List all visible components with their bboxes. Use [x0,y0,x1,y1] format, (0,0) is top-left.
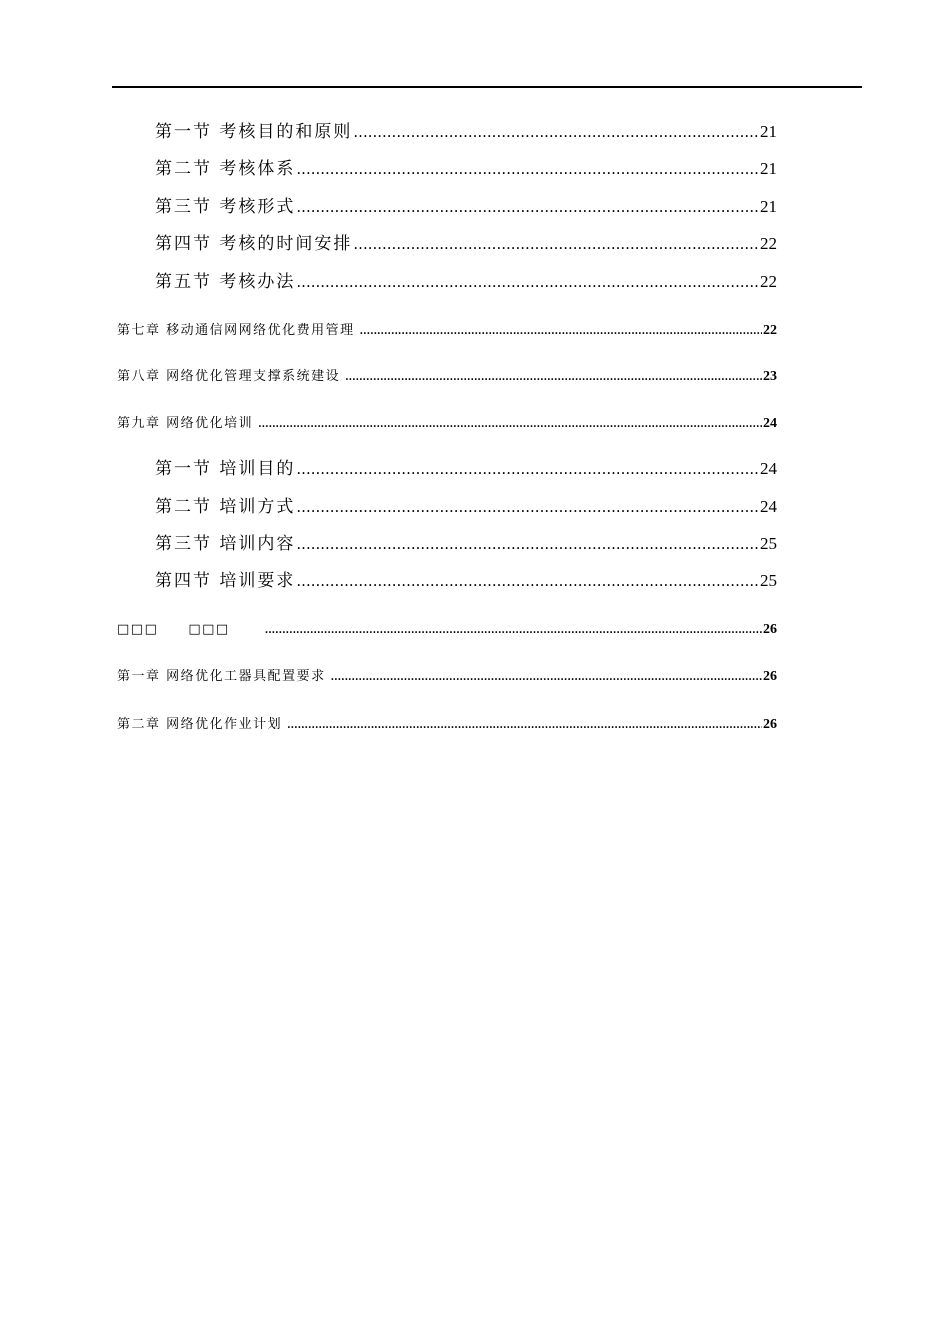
toc-chapter-entry[interactable] [117,621,777,639]
toc-chapter-entry[interactable] [117,668,777,686]
toc-entry-label: 第二节 培训方式 [155,497,296,517]
toc-entry-page: 25 [760,571,777,590]
toc-entry-label: 第一节 考核目的和原则 [155,122,353,142]
toc-entry-label: 第五节 考核办法 [155,272,296,292]
toc-entry[interactable] [155,496,777,518]
toc-entry-page: 26 [763,717,777,732]
toc-entry-page: 24 [763,416,777,431]
toc-entry-page: 21 [760,197,777,216]
toc-entry-label: 第二章 网络优化作业计划 [117,717,283,732]
toc-entry-page: 24 [760,459,777,478]
toc-entry-page: 26 [763,669,777,684]
dot-leader [345,368,762,387]
dot-leader [296,271,759,293]
toc-entry-label-part: □□□ [188,622,230,637]
toc-entry-label: 第二节 考核体系 [155,159,296,179]
dot-leader [287,716,762,735]
toc-entry-page: 26 [763,622,777,637]
toc-entry[interactable] [155,196,777,218]
toc-entry-page: 24 [760,497,777,516]
toc-entry-page: 22 [763,323,777,338]
toc-entry-label: 第四节 考核的时间安排 [155,234,353,254]
toc-entry-page: 23 [763,369,777,384]
toc-chapter-entry[interactable] [117,368,777,386]
dot-leader [265,621,762,640]
toc-entry[interactable] [155,233,777,255]
toc-entry-label: 第三节 考核形式 [155,197,296,217]
toc-entry-label: 第一章 网络优化工器具配置要求 [117,669,326,684]
toc-entry[interactable] [155,533,777,555]
toc-entry-label: 第八章 网络优化管理支撑系统建设 [117,369,341,384]
toc-entry[interactable] [155,121,777,143]
toc-chapter-entry[interactable] [117,415,777,433]
toc-entry-page: 22 [760,272,777,291]
toc-entry-label: 第九章 网络优化培训 [117,416,254,431]
toc-entry-label: 第四节 培训要求 [155,571,296,591]
toc-entry-page: 22 [760,234,777,253]
dot-leader [353,121,759,143]
toc-entry[interactable] [155,158,777,180]
toc-entry-label: 第七章 移动通信网网络优化费用管理 [117,323,355,338]
dot-leader [296,570,759,592]
toc-entry-page: 21 [760,122,777,141]
toc-chapter-entry[interactable] [117,322,777,340]
toc-chapter-entry[interactable] [117,716,777,734]
dot-leader [296,196,759,218]
toc-entry-label-part: □□□ [117,622,159,637]
dot-leader [296,158,759,180]
toc-entry-label: 第三节 培训内容 [155,534,296,554]
toc-entry-label: 第一节 培训目的 [155,459,296,479]
toc-entry-page: 25 [760,534,777,553]
dot-leader [296,533,759,555]
dot-leader [258,415,762,434]
toc-entry-label [117,621,260,639]
toc-entry[interactable] [155,271,777,293]
dot-leader [331,668,762,687]
dot-leader [296,458,759,480]
toc-entry-page: 21 [760,159,777,178]
toc-entry[interactable] [155,570,777,592]
dot-leader [296,496,759,518]
dot-leader [353,233,759,255]
dot-leader [360,322,762,341]
toc-entry[interactable] [155,458,777,480]
